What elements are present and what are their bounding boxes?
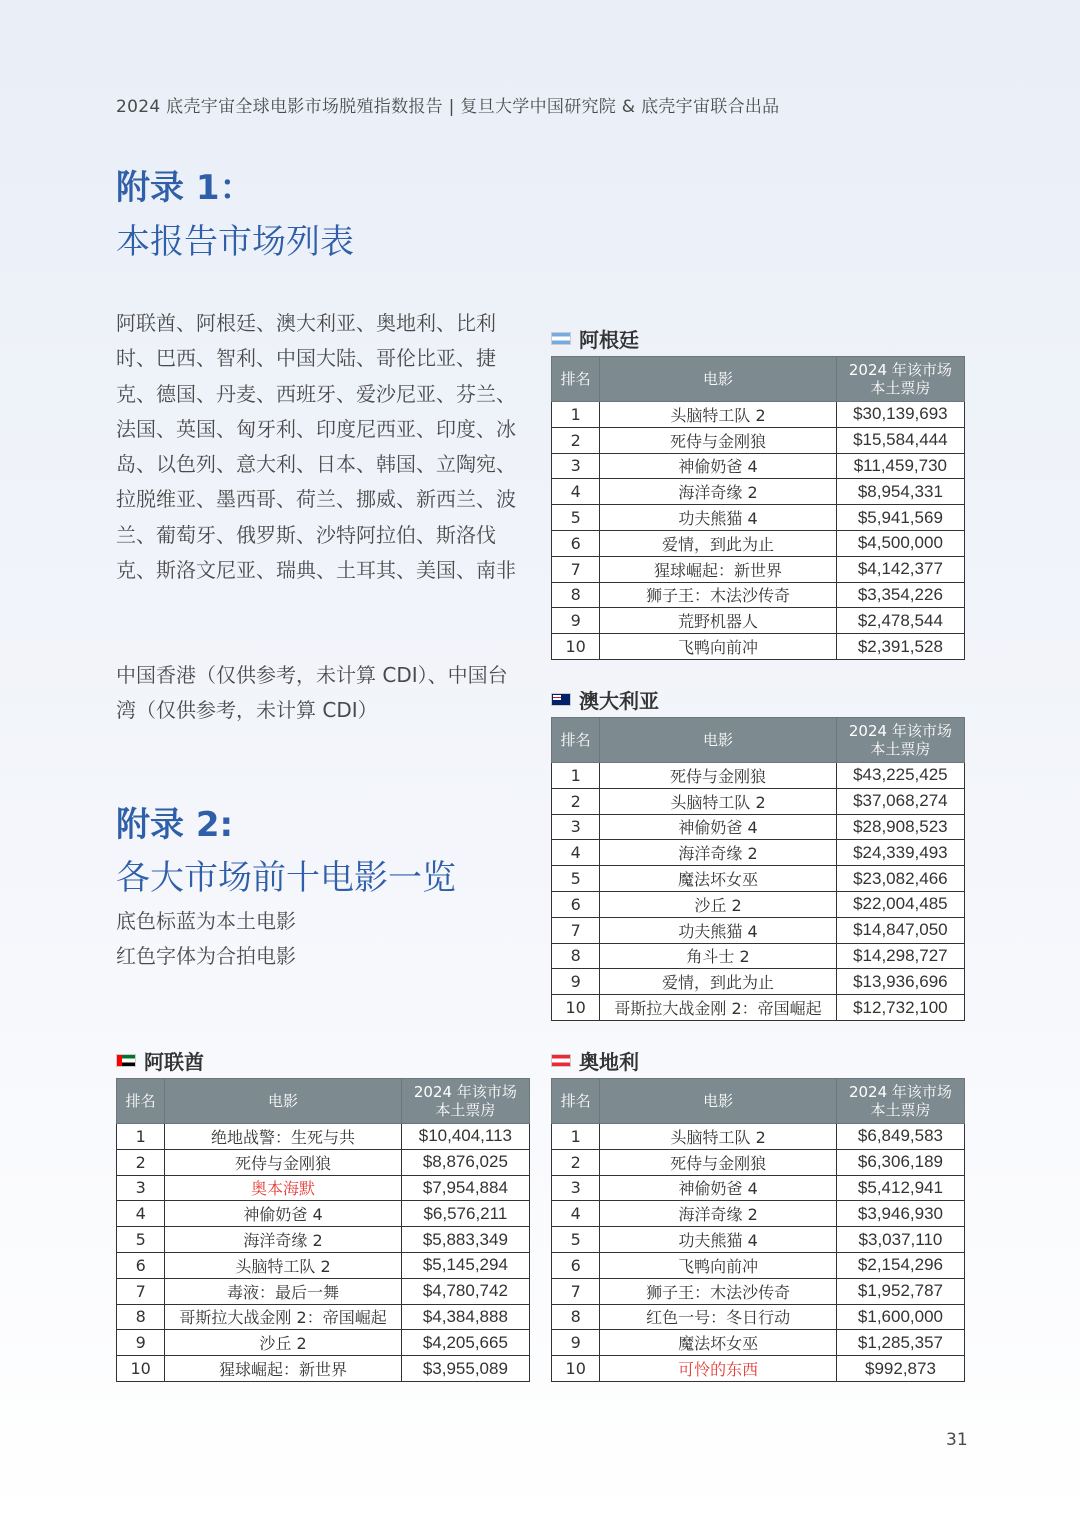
rank-cell: 4: [552, 479, 600, 505]
rank-cell: 2: [552, 788, 600, 814]
rank-cell: 4: [117, 1201, 165, 1227]
film-cell: 死侍与金刚狼: [600, 1149, 837, 1175]
rank-cell: 2: [117, 1149, 165, 1175]
box-office-header: 2024 年该市场 本土票房: [836, 718, 964, 763]
table-block-uae: [116, 1046, 530, 1382]
rank-cell: 7: [552, 1278, 600, 1304]
table-row: [552, 1201, 965, 1227]
rank-cell: 4: [552, 1201, 600, 1227]
table-row: [117, 1252, 530, 1278]
rank-cell: 8: [552, 943, 600, 969]
austria-flag-icon: [551, 1054, 571, 1067]
box-office-cell: $4,142,377: [836, 556, 964, 582]
film-cell: 神偷奶爸 4: [600, 453, 836, 479]
box-office-cell: $1,285,357: [836, 1330, 964, 1356]
rank-cell: 8: [552, 582, 600, 608]
box-office-header: 2024 年该市场 本土票房: [836, 357, 964, 402]
film-cell: 海洋奇缘 2: [600, 840, 836, 866]
film-cell: 魔法坏女巫: [600, 866, 836, 892]
film-cell: 头脑特工队 2: [600, 788, 836, 814]
box-office-cell: $4,205,665: [401, 1330, 529, 1356]
country-name: 奥地利: [579, 1049, 639, 1074]
film-cell: 海洋奇缘 2: [165, 1227, 401, 1253]
film-cell: 绝地战警：生死与共: [165, 1124, 401, 1150]
appendix2-title: 附录 2:: [116, 805, 234, 845]
rank-cell: 3: [117, 1175, 165, 1201]
country-heading: [551, 685, 965, 713]
film-cell: 功夫熊猫 4: [600, 917, 836, 943]
rank-cell: 10: [552, 995, 600, 1021]
table-row: [552, 891, 965, 917]
box-office-cell: $23,082,466: [836, 866, 964, 892]
table-row: [552, 582, 965, 608]
film-cell: 神偷奶爸 4: [600, 1175, 837, 1201]
rank-cell: 3: [552, 814, 600, 840]
table-row: [117, 1278, 530, 1304]
uae-flag-icon: [116, 1054, 136, 1067]
table-row: [552, 1304, 965, 1330]
australia-flag-icon: [551, 693, 571, 706]
table-row: [117, 1124, 530, 1150]
box-office-table-argentina: [551, 356, 965, 660]
box-office-cell: $14,298,727: [836, 943, 964, 969]
box-office-cell: $3,037,110: [836, 1227, 964, 1253]
film-cell: 爱情，到此为止: [600, 530, 836, 556]
page-number: 31: [946, 1430, 968, 1450]
box-office-cell: $1,600,000: [836, 1304, 964, 1330]
box-office-table-uae: [116, 1078, 530, 1382]
rank-header: 排名: [552, 718, 600, 763]
table-row: [552, 427, 965, 453]
appendix2-subtitle: 各大市场前十电影一览: [116, 858, 456, 898]
table-header-row: [552, 718, 965, 763]
box-office-cell: $6,306,189: [836, 1149, 964, 1175]
appendix1-subtitle: 本报告市场列表: [116, 222, 354, 262]
table-row: [552, 634, 965, 660]
film-cell: 红色一号：冬日行动: [600, 1304, 837, 1330]
film-cell: 狮子王：木法沙传奇: [600, 1278, 837, 1304]
box-office-cell: $24,339,493: [836, 840, 964, 866]
box-office-cell: $6,576,211: [401, 1201, 529, 1227]
market-list: 阿联酋、阿根廷、澳大利亚、奥地利、比利时、巴西、智利、中国大陆、哥伦比亚、捷克、德国、丹麦、西班牙、爱沙尼亚、芬兰、法国、英国、匈牙利、印度尼西亚、印度、冰岛、以色列、意大利、日本、韩国、立陶宛、拉脱维亚、墨西哥、荷兰、挪威、新西兰、波兰、葡萄牙、俄罗斯、沙特阿拉伯、斯洛伐克、斯洛文尼亚、瑞典、土耳其、美国、南非: [116, 311, 516, 583]
film-cell: 死侍与金刚狼: [600, 763, 836, 789]
table-row: [552, 1252, 965, 1278]
argentina-flag-icon: [551, 332, 571, 345]
film-cell: 荒野机器人: [600, 608, 836, 634]
box-office-cell: $2,154,296: [836, 1252, 964, 1278]
country-name: 澳大利亚: [579, 688, 659, 713]
rank-cell: 2: [552, 427, 600, 453]
film-cell: 头脑特工队 2: [600, 402, 836, 428]
table-row: [552, 479, 965, 505]
rank-cell: 3: [552, 1175, 600, 1201]
table-row: [552, 763, 965, 789]
box-office-cell: $5,412,941: [836, 1175, 964, 1201]
rank-cell: 4: [552, 840, 600, 866]
appendix1-title: 附录 1：: [116, 168, 254, 208]
film-cell: 狮子王：木法沙传奇: [600, 582, 836, 608]
box-office-cell: $6,849,583: [836, 1124, 964, 1150]
rank-cell: 10: [552, 1356, 600, 1382]
box-office-cell: $2,391,528: [836, 634, 964, 660]
table-header-row: [117, 1079, 530, 1124]
box-office-cell: $8,954,331: [836, 479, 964, 505]
rank-cell: 2: [552, 1149, 600, 1175]
rank-cell: 1: [552, 763, 600, 789]
table-row: [117, 1175, 530, 1201]
film-cell: 猩球崛起：新世界: [600, 556, 836, 582]
film-cell: 死侍与金刚狼: [600, 427, 836, 453]
rank-cell: 10: [552, 634, 600, 660]
table-row: [552, 1227, 965, 1253]
table-row: [552, 840, 965, 866]
rank-cell: 9: [552, 1330, 600, 1356]
table-row: [552, 402, 965, 428]
legend-coproduction: 红色字体为合拍电影: [116, 944, 296, 968]
rank-header: 排名: [117, 1079, 165, 1124]
rank-cell: 6: [552, 530, 600, 556]
country-heading: [116, 1046, 530, 1074]
film-cell: 头脑特工队 2: [600, 1124, 837, 1150]
table-row: [552, 814, 965, 840]
table-row: [552, 1175, 965, 1201]
rank-cell: 7: [117, 1278, 165, 1304]
film-cell: 魔法坏女巫: [600, 1330, 837, 1356]
box-office-cell: $992,873: [836, 1356, 964, 1382]
rank-cell: 1: [117, 1124, 165, 1150]
film-cell: 神偷奶爸 4: [600, 814, 836, 840]
film-cell: 猩球崛起：新世界: [165, 1356, 401, 1382]
film-cell: 海洋奇缘 2: [600, 1201, 837, 1227]
table-row: [552, 530, 965, 556]
box-office-cell: $2,478,544: [836, 608, 964, 634]
rank-cell: 6: [552, 891, 600, 917]
film-cell: 可怜的东西: [600, 1356, 837, 1382]
box-office-cell: $4,780,742: [401, 1278, 529, 1304]
box-office-cell: $37,068,274: [836, 788, 964, 814]
box-office-cell: $11,459,730: [836, 453, 964, 479]
box-office-cell: $3,955,089: [401, 1356, 529, 1382]
reference-note: 中国香港（仅供参考，未计算 CDI）、中国台湾（仅供参考，未计算 CDI）: [116, 663, 508, 722]
table-header-row: [552, 357, 965, 402]
rank-cell: 9: [552, 969, 600, 995]
rank-cell: 7: [552, 917, 600, 943]
rank-cell: 7: [552, 556, 600, 582]
film-cell: 海洋奇缘 2: [600, 479, 836, 505]
film-cell: 哥斯拉大战金刚 2：帝国崛起: [600, 995, 836, 1021]
box-office-cell: $12,732,100: [836, 995, 964, 1021]
film-cell: 神偷奶爸 4: [165, 1201, 401, 1227]
rank-cell: 3: [552, 453, 600, 479]
table-row: [552, 1278, 965, 1304]
box-office-table-austria: [551, 1078, 965, 1382]
film-cell: 爱情，到此为止: [600, 969, 836, 995]
rank-cell: 5: [552, 505, 600, 531]
table-block-argentina: [551, 324, 965, 660]
film-cell: 飞鸭向前冲: [600, 634, 836, 660]
film-header: 电影: [600, 718, 836, 763]
rank-cell: 8: [552, 1304, 600, 1330]
table-row: [552, 943, 965, 969]
country-name: 阿联酋: [144, 1049, 204, 1074]
table-row: [117, 1227, 530, 1253]
box-office-cell: $5,145,294: [401, 1252, 529, 1278]
box-office-cell: $43,225,425: [836, 763, 964, 789]
rank-cell: 9: [117, 1330, 165, 1356]
table-row: [552, 1356, 965, 1382]
box-office-cell: $22,004,485: [836, 891, 964, 917]
table-row: [117, 1304, 530, 1330]
box-office-cell: $3,354,226: [836, 582, 964, 608]
box-office-cell: $7,954,884: [401, 1175, 529, 1201]
box-office-cell: $3,946,930: [836, 1201, 964, 1227]
table-row: [552, 505, 965, 531]
box-office-cell: $15,584,444: [836, 427, 964, 453]
table-header-row: [552, 1079, 965, 1124]
film-cell: 功夫熊猫 4: [600, 505, 836, 531]
box-office-cell: $30,139,693: [836, 402, 964, 428]
film-cell: 奥本海默: [165, 1175, 401, 1201]
table-row: [117, 1356, 530, 1382]
film-header: 电影: [600, 1079, 837, 1124]
box-office-cell: $14,847,050: [836, 917, 964, 943]
table-row: [552, 969, 965, 995]
table-row: [552, 1124, 965, 1150]
rank-cell: 5: [552, 1227, 600, 1253]
table-row: [117, 1149, 530, 1175]
table-row: [552, 453, 965, 479]
box-office-cell: $8,876,025: [401, 1149, 529, 1175]
rank-cell: 10: [117, 1356, 165, 1382]
table-row: [552, 788, 965, 814]
film-header: 电影: [600, 357, 836, 402]
film-cell: 毒液：最后一舞: [165, 1278, 401, 1304]
film-cell: 沙丘 2: [600, 891, 836, 917]
country-name: 阿根廷: [579, 327, 639, 352]
rank-cell: 9: [552, 608, 600, 634]
table-row: [552, 556, 965, 582]
box-office-cell: $28,908,523: [836, 814, 964, 840]
film-cell: 飞鸭向前冲: [600, 1252, 837, 1278]
rank-cell: 5: [117, 1227, 165, 1253]
box-office-cell: $5,941,569: [836, 505, 964, 531]
table-row: [117, 1330, 530, 1356]
rank-cell: 1: [552, 402, 600, 428]
country-heading: [551, 1046, 965, 1074]
table-row: [117, 1201, 530, 1227]
film-header: 电影: [165, 1079, 401, 1124]
film-cell: 头脑特工队 2: [165, 1252, 401, 1278]
table-row: [552, 917, 965, 943]
rank-cell: 6: [117, 1252, 165, 1278]
rank-header: 排名: [552, 1079, 600, 1124]
box-office-cell: $5,883,349: [401, 1227, 529, 1253]
box-office-cell: $1,952,787: [836, 1278, 964, 1304]
box-office-header: 2024 年该市场 本土票房: [836, 1079, 964, 1124]
box-office-cell: $10,404,113: [401, 1124, 529, 1150]
table-row: [552, 995, 965, 1021]
box-office-cell: $13,936,696: [836, 969, 964, 995]
table-block-australia: [551, 685, 965, 1021]
film-cell: 功夫熊猫 4: [600, 1227, 837, 1253]
box-office-header: 2024 年该市场 本土票房: [401, 1079, 529, 1124]
film-cell: 沙丘 2: [165, 1330, 401, 1356]
film-cell: 哥斯拉大战金刚 2：帝国崛起: [165, 1304, 401, 1330]
table-row: [552, 608, 965, 634]
country-heading: [551, 324, 965, 352]
film-cell: 角斗士 2: [600, 943, 836, 969]
rank-header: 排名: [552, 357, 600, 402]
table-row: [552, 866, 965, 892]
legend-local: 底色标蓝为本土电影: [116, 909, 296, 933]
box-office-cell: $4,500,000: [836, 530, 964, 556]
rank-cell: 5: [552, 866, 600, 892]
rank-cell: 6: [552, 1252, 600, 1278]
box-office-cell: $4,384,888: [401, 1304, 529, 1330]
table-block-austria: [551, 1046, 965, 1382]
report-header: 2024 底壳宇宙全球电影市场脱殖指数报告 | 复旦大学中国研究院 & 底壳宇宙联合出品: [116, 97, 780, 117]
box-office-table-australia: [551, 717, 965, 1021]
film-cell: 死侍与金刚狼: [165, 1149, 401, 1175]
rank-cell: 8: [117, 1304, 165, 1330]
table-row: [552, 1149, 965, 1175]
table-row: [552, 1330, 965, 1356]
rank-cell: 1: [552, 1124, 600, 1150]
